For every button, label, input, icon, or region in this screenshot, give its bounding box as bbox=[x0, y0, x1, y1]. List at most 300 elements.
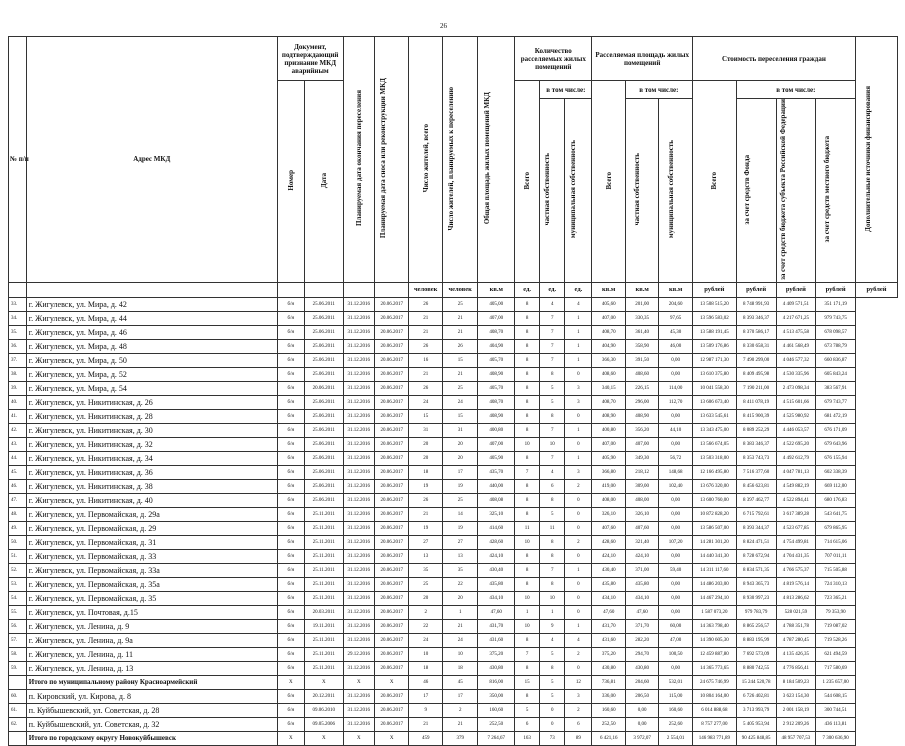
table-cell: б/н bbox=[277, 381, 304, 395]
table-cell: 676 155,94 bbox=[816, 451, 856, 465]
table-cell: 27 bbox=[409, 535, 442, 549]
table-cell: 25.06.2011 bbox=[304, 423, 343, 437]
table-cell: 4 813 286,62 bbox=[776, 591, 816, 605]
table-cell: 10 bbox=[515, 591, 540, 605]
table-cell: 8 bbox=[515, 353, 540, 367]
table-cell: 9 bbox=[540, 619, 565, 633]
table-cell: 2 bbox=[565, 703, 592, 717]
table-cell: 1 bbox=[565, 339, 592, 353]
table-cell: 15 244 520,78 bbox=[736, 675, 776, 689]
table-cell: 371,70 bbox=[625, 619, 658, 633]
table-cell: 8 bbox=[515, 451, 540, 465]
row-address: г. Жигулевск, ул. Мира, д. 42 bbox=[26, 297, 277, 311]
table-cell: 8 bbox=[515, 549, 540, 563]
table-cell: 407,00 bbox=[592, 437, 625, 451]
table-cell: 440,00 bbox=[478, 479, 515, 493]
table-cell: 146 983 771,89 bbox=[692, 731, 736, 745]
table-cell: 24 bbox=[409, 633, 442, 647]
row-number: 51. bbox=[9, 549, 27, 563]
table-cell: 4 515 601,66 bbox=[776, 395, 816, 409]
table-cell: 419,00 bbox=[592, 479, 625, 493]
table-cell: 0 bbox=[565, 367, 592, 381]
table-cell: 31.12.2016 bbox=[343, 549, 374, 563]
table-cell: 8 bbox=[540, 493, 565, 507]
table-cell: 31 bbox=[409, 423, 442, 437]
table-cell: 47,60 bbox=[478, 605, 515, 619]
table-cell: 0 bbox=[565, 577, 592, 591]
table-row bbox=[9, 311, 898, 325]
table-cell: 31.12.2016 bbox=[343, 339, 374, 353]
table-cell: 1 bbox=[565, 311, 592, 325]
table-cell: 435,80 bbox=[592, 577, 625, 591]
row-number: 34. bbox=[9, 311, 27, 325]
table-cell: 20.06.2017 bbox=[374, 367, 409, 381]
table-cell: 8 bbox=[515, 633, 540, 647]
table-cell: 2 554,01 bbox=[659, 731, 692, 745]
table-cell: 0,00 bbox=[625, 717, 658, 731]
table-cell: 8 bbox=[540, 535, 565, 549]
table-cell: б/н bbox=[277, 507, 304, 521]
table-cell: 0,00 bbox=[659, 493, 692, 507]
row-number bbox=[9, 731, 27, 745]
table-cell: 2 bbox=[565, 479, 592, 493]
col-area-private: частная собственность bbox=[625, 99, 658, 283]
table-cell: 25.11.2011 bbox=[304, 507, 343, 521]
table-cell: 20.06.2017 bbox=[374, 563, 409, 577]
table-cell: 09.05.2006 bbox=[304, 717, 343, 731]
table-cell: 1 bbox=[565, 619, 592, 633]
row-number: 52. bbox=[9, 563, 27, 577]
table-cell: 24 bbox=[442, 633, 478, 647]
table-cell: 20.06.2017 bbox=[374, 605, 409, 619]
row-number: 46. bbox=[9, 479, 27, 493]
table-cell: 0,00 bbox=[659, 591, 692, 605]
table-cell: 0 bbox=[565, 493, 592, 507]
table-cell: 47,60 bbox=[592, 605, 625, 619]
table-cell: 25.11.2011 bbox=[304, 577, 343, 591]
table-cell: 1 bbox=[565, 325, 592, 339]
row-address: г. Жигулевск, ул. Никитинская, д. 26 bbox=[26, 395, 277, 409]
table-cell: 31.12.2016 bbox=[343, 591, 374, 605]
table-cell: 408,00 bbox=[625, 493, 658, 507]
table-row bbox=[9, 591, 898, 605]
row-address: г. Жигулевск, ул. Первомайская, д. 29а bbox=[26, 507, 277, 521]
table-cell: 407,60 bbox=[625, 521, 658, 535]
table-cell: 11 bbox=[540, 521, 565, 535]
table-cell: 8 bbox=[515, 297, 540, 311]
row-address: г. Жигулевск, ул. Ленина, д. 9а bbox=[26, 633, 277, 647]
row-number: 61. bbox=[9, 703, 27, 717]
table-cell: 349,30 bbox=[625, 451, 658, 465]
table-cell: 21 bbox=[409, 325, 442, 339]
row-address: г. Жигулевск, ул. Никитинская, д. 34 bbox=[26, 451, 277, 465]
col-count-private: частная собственность bbox=[540, 99, 565, 283]
table-cell: 321,40 bbox=[625, 535, 658, 549]
row-address: г. Жигулевск, ул. Мира, д. 54 bbox=[26, 381, 277, 395]
table-cell: 31.12.2016 bbox=[343, 353, 374, 367]
table-cell: 21 bbox=[409, 717, 442, 731]
table-cell: 15 bbox=[442, 353, 478, 367]
table-cell: 89 bbox=[565, 731, 592, 745]
col-residents: Число жителей, всего bbox=[409, 37, 442, 283]
table-cell: 59,40 bbox=[659, 563, 692, 577]
table-cell: 19 bbox=[409, 521, 442, 535]
row-address: г. Жигулевск, ул. Мира, д. 46 bbox=[26, 325, 277, 339]
table-cell: 5 bbox=[540, 507, 565, 521]
table-cell: 8 383 346,37 bbox=[736, 437, 776, 451]
table-cell: 14 bbox=[442, 507, 478, 521]
table-cell: 20.06.2017 bbox=[374, 325, 409, 339]
table-cell: 12 bbox=[565, 675, 592, 689]
row-address: г. Жигулевск, ул. Никитинская, д. 36 bbox=[26, 465, 277, 479]
col-area-group: Расселяемая площадь жилых помещений bbox=[592, 37, 692, 81]
table-cell: 20 bbox=[442, 437, 478, 451]
table-cell: 204,60 bbox=[625, 675, 658, 689]
table-cell: 20.06.2017 bbox=[374, 633, 409, 647]
table-cell: 73 bbox=[540, 731, 565, 745]
table-cell: 428,60 bbox=[478, 535, 515, 549]
table-cell: 10 bbox=[540, 591, 565, 605]
table-row bbox=[9, 367, 898, 381]
table-cell: 408,70 bbox=[478, 325, 515, 339]
table-cell: 160,60 bbox=[478, 703, 515, 717]
table-cell: 31.12.2016 bbox=[343, 423, 374, 437]
table-row bbox=[9, 451, 898, 465]
table-row bbox=[9, 395, 898, 409]
table-cell: 4 525 980,92 bbox=[776, 409, 816, 423]
table-cell: 21 bbox=[442, 325, 478, 339]
table-cell: 20 bbox=[409, 437, 442, 451]
table-cell: 31.12.2016 bbox=[343, 493, 374, 507]
table-cell: 25.06.2011 bbox=[304, 297, 343, 311]
table-cell: 3 bbox=[565, 465, 592, 479]
table-cell: 459 bbox=[409, 731, 442, 745]
table-cell: 4 046 577,32 bbox=[776, 353, 816, 367]
table-cell: 294,70 bbox=[625, 647, 658, 661]
row-number: 55. bbox=[9, 605, 27, 619]
row-address: г. Жигулевск, ул. Ленина, д. 9 bbox=[26, 619, 277, 633]
table-cell: 148,68 bbox=[659, 465, 692, 479]
table-cell: 4 461 568,49 bbox=[776, 339, 816, 353]
table-cell: 383 567,91 bbox=[816, 381, 856, 395]
table-cell: 47,00 bbox=[659, 633, 692, 647]
table-cell: 407,00 bbox=[478, 437, 515, 451]
table-cell: 326,10 bbox=[625, 507, 658, 521]
table-cell: 8 bbox=[540, 549, 565, 563]
table-cell: 678 098,57 bbox=[816, 325, 856, 339]
table-cell: 532,01 bbox=[659, 675, 692, 689]
table-cell: 21 bbox=[442, 717, 478, 731]
table-cell: 25 bbox=[409, 577, 442, 591]
table-cell: 8 184 509,23 bbox=[776, 675, 816, 689]
table-cell: 20.06.2017 bbox=[374, 311, 409, 325]
col-count-group: Количество расселяемых жилых помещений bbox=[515, 37, 592, 81]
table-cell: 226,15 bbox=[625, 381, 658, 395]
table-cell: 14 311 117,60 bbox=[692, 563, 736, 577]
table-cell: 0,00 bbox=[659, 437, 692, 451]
row-number: 45. bbox=[9, 465, 27, 479]
table-cell: 22 bbox=[409, 619, 442, 633]
table-cell: 1 bbox=[565, 353, 592, 367]
table-cell: 8 bbox=[515, 423, 540, 437]
row-number: 38. bbox=[9, 367, 27, 381]
row-number: 60. bbox=[9, 689, 27, 703]
table-cell: 31.12.2016 bbox=[343, 689, 374, 703]
table-cell: 20.06.2017 bbox=[374, 409, 409, 423]
col-document: Документ, подтверждающий признание МКД аварийным bbox=[277, 37, 343, 81]
table-cell: 25.06.2011 bbox=[304, 451, 343, 465]
table-row bbox=[9, 521, 898, 535]
col-cost-subject: за счет средств бюджета субъекта Российской Федерации bbox=[776, 99, 816, 283]
table-cell: 4 549 882,19 bbox=[776, 479, 816, 493]
table-cell: X bbox=[343, 731, 374, 745]
unit-cell: рублей bbox=[816, 282, 856, 297]
table-cell: 31.12.2016 bbox=[343, 451, 374, 465]
table-cell: 8 728 672,94 bbox=[736, 549, 776, 563]
table-cell: 7 264,67 bbox=[478, 731, 515, 745]
table-cell: 8 397 462,77 bbox=[736, 493, 776, 507]
table-cell: 8 bbox=[515, 381, 540, 395]
table-cell: 4 492 612,79 bbox=[776, 451, 816, 465]
table-cell: X bbox=[343, 675, 374, 689]
table-cell: 20 bbox=[442, 591, 478, 605]
table-cell: 0 bbox=[565, 605, 592, 619]
table-cell: 2 bbox=[565, 535, 592, 549]
table-row bbox=[9, 507, 898, 521]
row-address: г. Жигулевск, ул. Первомайская, д. 33 bbox=[26, 549, 277, 563]
unit-cell: кв.м bbox=[592, 282, 625, 297]
table-cell: 5 bbox=[540, 381, 565, 395]
table-cell: 7 bbox=[540, 563, 565, 577]
row-address: г. Жигулевск, ул. Никитинская, д. 38 bbox=[26, 479, 277, 493]
table-cell: 31.12.2016 bbox=[343, 409, 374, 423]
table-cell: 366,80 bbox=[592, 465, 625, 479]
table-cell: 0,00 bbox=[659, 549, 692, 563]
table-cell: 408,70 bbox=[592, 395, 625, 409]
table-cell: 25.06.2011 bbox=[304, 353, 343, 367]
table-cell: 325,10 bbox=[478, 507, 515, 521]
table-row bbox=[9, 465, 898, 479]
row-address: г. Жигулевск, ул. Никитинская, д. 28 bbox=[26, 409, 277, 423]
table-cell: 543 641,75 bbox=[816, 507, 856, 521]
table-cell: 8 370 586,17 bbox=[736, 325, 776, 339]
row-address: г. Жигулевск, ул. Мира, д. 50 bbox=[26, 353, 277, 367]
row-number: 37. bbox=[9, 353, 27, 367]
row-number: 59. bbox=[9, 661, 27, 675]
table-cell: 4 bbox=[540, 297, 565, 311]
table-cell: 31.12.2016 bbox=[343, 703, 374, 717]
table-cell: 0 bbox=[565, 591, 592, 605]
table-cell: 22 bbox=[442, 577, 478, 591]
table-cell: 3 bbox=[565, 381, 592, 395]
table-cell: 408,00 bbox=[592, 493, 625, 507]
table-cell: 0 bbox=[565, 521, 592, 535]
col-area-municipal: муниципальная собственность bbox=[659, 99, 692, 283]
table-cell: 14 365 773,65 bbox=[692, 661, 736, 675]
table-cell: 20.06.2017 bbox=[374, 577, 409, 591]
table-row bbox=[9, 703, 898, 717]
table-cell: 4 530 335,96 bbox=[776, 367, 816, 381]
table-cell: 31.12.2016 bbox=[343, 605, 374, 619]
table-cell: 35 bbox=[409, 563, 442, 577]
table-cell: 17 bbox=[442, 689, 478, 703]
table-cell: 7 490 299,00 bbox=[736, 353, 776, 367]
table-cell: 330,35 bbox=[625, 311, 658, 325]
table-cell: 621 494,59 bbox=[816, 647, 856, 661]
table-cell: 13 bbox=[442, 549, 478, 563]
table-cell: 6 421,16 bbox=[592, 731, 625, 745]
table-cell: 12 459 887,80 bbox=[692, 647, 736, 661]
col-count-total: Всего bbox=[515, 81, 540, 283]
table-cell: 8 bbox=[515, 311, 540, 325]
table-cell: 404,90 bbox=[592, 339, 625, 353]
table-cell: 14 363 798,40 bbox=[692, 619, 736, 633]
col-address: Адрес МКД bbox=[26, 37, 277, 283]
table-cell: 20 bbox=[442, 451, 478, 465]
table-cell: 408,60 bbox=[592, 367, 625, 381]
table-cell: 25.06.2011 bbox=[304, 479, 343, 493]
table-cell: 21 bbox=[409, 367, 442, 381]
table-cell: 724 310,13 bbox=[816, 577, 856, 591]
table-row bbox=[9, 647, 898, 661]
table-body bbox=[9, 297, 898, 745]
table-cell: 163 bbox=[515, 731, 540, 745]
table-cell: 7 bbox=[540, 325, 565, 339]
table-cell: 25.06.2011 bbox=[304, 395, 343, 409]
table-cell: 13 566 674,05 bbox=[692, 437, 736, 451]
page-number: 26 bbox=[440, 22, 447, 30]
row-number: 50. bbox=[9, 535, 27, 549]
table-cell: 660 836,87 bbox=[816, 353, 856, 367]
table-cell: 24 bbox=[409, 395, 442, 409]
table-cell: 10 bbox=[540, 437, 565, 451]
table-cell: 0 bbox=[540, 717, 565, 731]
table-cell: б/н bbox=[277, 493, 304, 507]
table-cell: б/н bbox=[277, 339, 304, 353]
table-cell: 13 588 191,45 bbox=[692, 325, 736, 339]
table-cell: 0,00 bbox=[659, 409, 692, 423]
table-cell: 717 580,69 bbox=[816, 661, 856, 675]
table-cell: 0,00 bbox=[659, 353, 692, 367]
table-cell: 79 353,90 bbox=[816, 605, 856, 619]
table-cell: 5 bbox=[540, 647, 565, 661]
table-cell: 431,60 bbox=[478, 633, 515, 647]
table-cell: 14 440 341,30 bbox=[692, 549, 736, 563]
table-cell: 20 bbox=[409, 451, 442, 465]
table-cell: 21 bbox=[442, 311, 478, 325]
table-cell: 723 365,21 bbox=[816, 591, 856, 605]
table-cell: X bbox=[374, 675, 409, 689]
table-cell: 4 522 695,20 bbox=[776, 437, 816, 451]
table-cell: X bbox=[277, 675, 304, 689]
table-cell: 21 bbox=[409, 311, 442, 325]
table-cell: 46 bbox=[409, 675, 442, 689]
table-cell: 707 011,11 bbox=[816, 549, 856, 563]
table-cell: 430,40 bbox=[592, 563, 625, 577]
table-cell: 3 713 993,79 bbox=[736, 703, 776, 717]
col-cost-fund: за счет средств Фонда bbox=[736, 99, 776, 283]
table-cell: 7 bbox=[540, 423, 565, 437]
table-cell: 252,50 bbox=[592, 717, 625, 731]
table-cell: 3 617 389,28 bbox=[776, 507, 816, 521]
row-number: 35. bbox=[9, 325, 27, 339]
table-cell: 48 957 707,53 bbox=[776, 731, 816, 745]
table-cell: 10 bbox=[515, 535, 540, 549]
table-cell: 8 883 195,99 bbox=[736, 633, 776, 647]
table-cell: 20.06.2017 bbox=[374, 395, 409, 409]
table-cell: 1 bbox=[540, 605, 565, 619]
table-cell: 4 bbox=[540, 465, 565, 479]
table-cell: 282,20 bbox=[625, 633, 658, 647]
table-cell: 31.12.2016 bbox=[343, 325, 374, 339]
table-cell: 13 508 515,20 bbox=[692, 297, 736, 311]
table-cell: 736,81 bbox=[592, 675, 625, 689]
table-cell: 408,90 bbox=[625, 409, 658, 423]
table-cell: б/н bbox=[277, 689, 304, 703]
table-cell: 4 819 576,14 bbox=[776, 577, 816, 591]
table-cell: 10 bbox=[442, 647, 478, 661]
table-cell: 400,80 bbox=[592, 423, 625, 437]
row-number: 33. bbox=[9, 297, 27, 311]
table-cell: 44,10 bbox=[659, 423, 692, 437]
table-cell: 26 bbox=[409, 297, 442, 311]
table-cell: 20.06.2017 bbox=[374, 479, 409, 493]
row-address: г. Жигулевск, ул. Ленина, д. 11 bbox=[26, 647, 277, 661]
table-cell: 25 bbox=[442, 381, 478, 395]
table-cell: 309,00 bbox=[625, 479, 658, 493]
table-cell: 8 bbox=[540, 367, 565, 381]
row-address: г. Жигулевск, ул. Первомайская, д. 35 bbox=[26, 591, 277, 605]
table-cell: 544 608,15 bbox=[816, 689, 856, 703]
table-cell: 45 bbox=[442, 675, 478, 689]
table-cell: 7 bbox=[540, 311, 565, 325]
table-cell: 414,60 bbox=[478, 521, 515, 535]
table-cell: 31.12.2016 bbox=[343, 395, 374, 409]
row-address: г. Жигулевск, ул. Никитинская, д. 40 bbox=[26, 493, 277, 507]
table-row bbox=[9, 577, 898, 591]
table-row bbox=[9, 493, 898, 507]
row-address: г. Жигулевск, ул. Почтовая, д.15 bbox=[26, 605, 277, 619]
table-cell: 351 171,19 bbox=[816, 297, 856, 311]
table-cell: 56,72 bbox=[659, 451, 692, 465]
table-cell: б/н bbox=[277, 661, 304, 675]
table-cell: 25.06.2011 bbox=[304, 437, 343, 451]
col-area-including: в том числе: bbox=[625, 81, 692, 99]
table-cell: 19 bbox=[409, 479, 442, 493]
table-cell: 669 112,00 bbox=[816, 479, 856, 493]
table-cell: X bbox=[304, 731, 343, 745]
table-cell: 8 bbox=[515, 409, 540, 423]
table-cell: б/н bbox=[277, 367, 304, 381]
table-cell: 31.12.2016 bbox=[343, 297, 374, 311]
table-cell: 46,00 bbox=[659, 339, 692, 353]
table-cell: 31.12.2016 bbox=[343, 563, 374, 577]
table-cell: 714 615,06 bbox=[816, 535, 856, 549]
table-cell: 8 bbox=[540, 409, 565, 423]
table-cell: 719 528,26 bbox=[816, 633, 856, 647]
row-address: г. Жигулевск, ул. Мира, д. 48 bbox=[26, 339, 277, 353]
table-cell: 7 bbox=[540, 353, 565, 367]
table-cell: 8 bbox=[515, 689, 540, 703]
row-address: п. Куйбышевский, ул. Советская, д. 32 bbox=[26, 717, 277, 731]
table-cell: 8 834 571,35 bbox=[736, 563, 776, 577]
unit-cell: человек bbox=[409, 282, 442, 297]
table-row bbox=[9, 605, 898, 619]
table-cell: 18 bbox=[442, 661, 478, 675]
table-cell: 10 bbox=[515, 619, 540, 633]
table-cell: 8 bbox=[515, 339, 540, 353]
table-cell: 431,70 bbox=[478, 619, 515, 633]
